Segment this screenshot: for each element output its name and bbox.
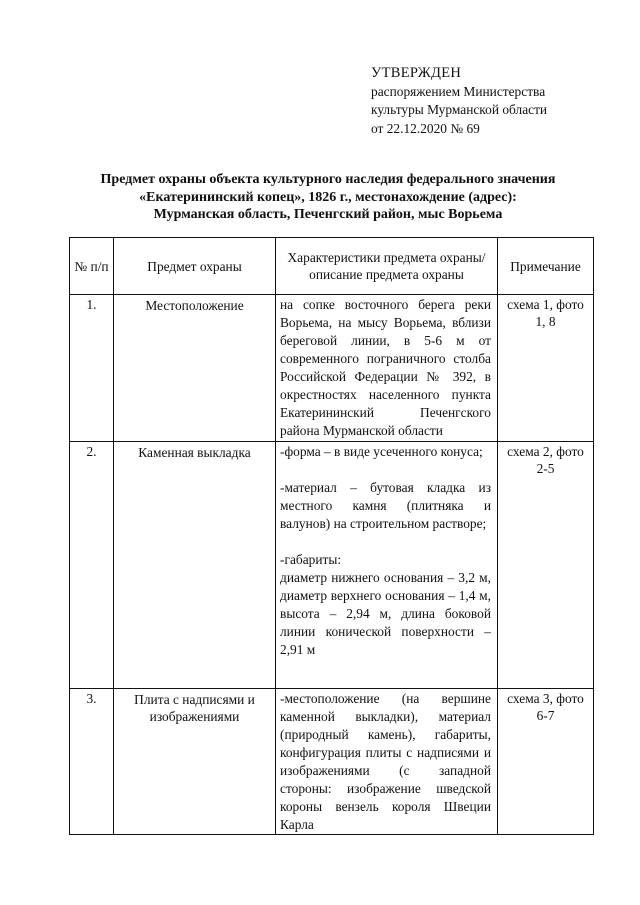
table-row — [70, 295, 594, 442]
row-number: 3. — [70, 689, 114, 835]
description-paragraph: на сопке восточного берега реки Ворьема, на мысу Ворьема, вблизи береговой линии, в 5-6 м от современного пограничного столба Российской Федерации № 392, в окрестностях населенного пункта Екатерининский Печенгского района Мурманской области — [280, 297, 491, 438]
approval-block — [371, 64, 621, 138]
row-note: схема 2, фото 2-5 — [498, 442, 594, 689]
row-description — [276, 689, 498, 835]
row-description — [276, 295, 498, 442]
title-line-2: «Екатерининский копец», 1826 г., местонахождение (адрес): — [139, 189, 517, 205]
row-subject: Каменная выкладка — [114, 442, 276, 689]
header-number: № п/п — [70, 238, 114, 295]
approval-heading: УТВЕРЖДЕН — [371, 65, 462, 81]
title-line-1: Предмет охраны объекта культурного наследия федерального значения — [100, 172, 556, 187]
approval-line-1: распоряжением Министерства — [371, 83, 546, 99]
approval-line-2: культуры Мурманской области — [371, 102, 548, 117]
description-paragraph: -материал – бутовая кладка из местного камня (плитняка и валунов) на строительном растворе; — [280, 480, 491, 531]
protection-subject-table — [69, 237, 594, 835]
header-subject: Предмет охраны — [114, 238, 276, 295]
row-subject: Плита с надписями и изображениями — [114, 689, 276, 835]
approval-line-3: от 22.12.2020 № 69 — [371, 120, 480, 136]
row-description — [276, 442, 498, 689]
header-description: Характеристики предмета охраны/описание предмета охраны — [276, 238, 498, 295]
title-line-3: Мурманская область, Печенгский район, мыс Ворьема — [153, 207, 503, 222]
description-paragraph: -местоположение (на вершине каменной выкладки), материал (природный камень), габариты, конфигурация плиты с надписями и изображениями (с западной стороны: изображение шведской короны вензель короля Швеции Карла — [280, 691, 491, 832]
row-note: схема 1, фото 1, 8 — [498, 295, 594, 442]
description-paragraph: диаметр нижнего основания – 3,2 м, диаметр верхнего основания – 1,4 м, высота – 2,94 м, длина боковой линии конической поверхности – 2,91 м — [280, 570, 491, 657]
description-paragraph: -габариты: — [280, 552, 342, 567]
table-header-row — [70, 238, 594, 295]
table-row — [70, 689, 594, 835]
row-number: 1. — [70, 295, 114, 442]
description-paragraph: -форма – в виде усеченного конуса; — [280, 444, 483, 459]
row-number: 2. — [70, 442, 114, 689]
header-note: Примечание — [498, 238, 594, 295]
document-title — [60, 171, 596, 224]
table-row — [70, 442, 594, 689]
row-subject: Местоположение — [114, 295, 276, 442]
row-note: схема 3, фото 6-7 — [498, 689, 594, 835]
